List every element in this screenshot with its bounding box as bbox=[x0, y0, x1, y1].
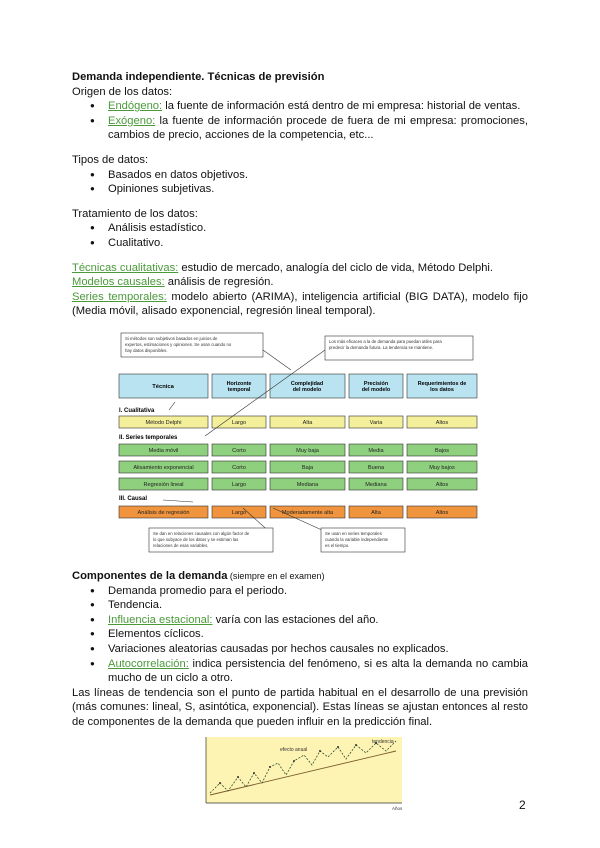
list-item bbox=[72, 627, 528, 642]
tratamiento-label: Tratamiento de los datos: bbox=[72, 207, 198, 220]
components-list bbox=[72, 584, 528, 686]
term-link[interactable]: Técnicas cualitativas: bbox=[72, 261, 179, 274]
list-item bbox=[72, 613, 528, 628]
term-link[interactable]: Modelos causales: bbox=[72, 276, 165, 289]
table-cell-text: Bajos bbox=[435, 448, 449, 455]
item-text: Elementos cíclicos. bbox=[108, 628, 204, 641]
table-cell-text: Largo bbox=[231, 482, 247, 489]
table-cell-text: Análisis de regresión bbox=[137, 510, 190, 517]
note-top-right-text: Los más eficaces a la de demanda para puedan utiles para predecir la demanda futura. La tendencia se mantiene. bbox=[329, 339, 442, 350]
table-cell-text: Método Delphi bbox=[145, 420, 182, 427]
table-cell-text: Mediana bbox=[365, 482, 387, 489]
origen-label: Origen de los datos: bbox=[72, 85, 173, 98]
table-cell-text: Alta bbox=[302, 420, 313, 427]
group-label-causal: III. Causal bbox=[119, 496, 148, 502]
table-cell-text: Largo bbox=[231, 510, 247, 517]
label-anos: Años bbox=[392, 806, 403, 811]
demand-trend-chart bbox=[196, 733, 410, 811]
list-item bbox=[72, 584, 528, 599]
tratamiento-list bbox=[72, 221, 528, 250]
table-cell-text: Corto bbox=[232, 465, 246, 472]
origen-list bbox=[72, 99, 528, 143]
table-row bbox=[119, 478, 477, 490]
tipos-label: Tipos de datos: bbox=[72, 153, 149, 166]
item-text: Tendencia. bbox=[108, 599, 163, 612]
table-row bbox=[119, 506, 477, 518]
group-label-cualitativa: I. Cualitativa bbox=[119, 408, 155, 414]
table-cell-text: Media bbox=[368, 448, 384, 455]
list-item: ● Análisis estadístico. bbox=[72, 221, 528, 236]
header-horizonte: Horizonte temporal bbox=[226, 381, 252, 393]
header-complejidad: Complejidad del modelo bbox=[290, 381, 324, 393]
tipos-list bbox=[72, 168, 528, 197]
table-cell-text: Muy baja bbox=[296, 448, 319, 455]
group-label-series: II. Series temporales bbox=[119, 435, 178, 441]
item-text: Variaciones aleatorias causadas por hechos causales no explicados. bbox=[108, 642, 449, 655]
term-link[interactable]: Endógeno: bbox=[108, 100, 163, 113]
table-cell-text: Altos bbox=[435, 510, 449, 517]
item-text: estudio de mercado, analogía del ciclo de vida, Método Delphi. bbox=[178, 261, 494, 274]
header-requerimientos: Requerimientos de los datos bbox=[417, 381, 467, 393]
table-cell-text: Baja bbox=[301, 465, 314, 472]
label-efecto-anual: efecto anual bbox=[280, 747, 308, 753]
item-text: varía con las estaciones del año. bbox=[212, 613, 379, 626]
table-cell-text: Altos bbox=[435, 420, 449, 427]
list-item bbox=[72, 657, 528, 686]
item-text: Demanda promedio para el periodo. bbox=[108, 584, 288, 597]
term-link[interactable]: Series temporales: bbox=[72, 290, 167, 303]
page-number: 2 bbox=[519, 798, 526, 812]
table-cell-text: Corto bbox=[232, 448, 246, 455]
table-cell-text: Media móvil bbox=[148, 448, 179, 455]
item-text: la fuente de información procede de fuera de mi empresa: promociones, cambios de precio, acciones de la competencia, etc... bbox=[108, 114, 528, 142]
tecnica-line bbox=[72, 275, 528, 290]
list-item: ● Opiniones subjetivas. bbox=[72, 182, 528, 197]
table-cell-text: Regresión lineal bbox=[143, 482, 184, 489]
term-link[interactable]: Autocorrelación: bbox=[108, 657, 189, 670]
table-cell-text: Mediana bbox=[296, 482, 319, 489]
section-title-line bbox=[72, 569, 528, 584]
list-item bbox=[72, 99, 528, 114]
table-cell-text: Varia bbox=[369, 420, 383, 427]
list-item: ● Cualitativo. bbox=[72, 236, 528, 251]
table-header bbox=[119, 374, 477, 398]
table-cell-text: Alta bbox=[371, 510, 381, 517]
table-cell-text: Muy bajos bbox=[429, 465, 455, 472]
tecnica-line bbox=[72, 290, 528, 319]
term-link[interactable]: Exógeno: bbox=[108, 114, 156, 127]
item-text: indica persistencia del fenómeno, si es alta la demanda no cambia mucho de un ciclo a otro. bbox=[108, 657, 528, 685]
item-text: modelo abierto (ARIMA), inteligencia artificial (BIG DATA), modelo fijo (Media móvil, alisado exponencial, regresión lineal temporal). bbox=[72, 290, 528, 318]
table-row bbox=[119, 416, 477, 428]
table-row bbox=[119, 461, 477, 473]
table-row bbox=[119, 444, 477, 456]
note-bottom-left-text: Se dan en relaciones causales con algún factor de lo que subyace de los datos y se estiman las relaciones de esas variables. bbox=[153, 531, 250, 548]
section-forecast-techniques bbox=[72, 70, 528, 319]
table-cell-text: Altos bbox=[435, 482, 449, 489]
item-text: la fuente de información está dentro de mi empresa: historial de ventas. bbox=[162, 100, 521, 113]
list-item bbox=[72, 114, 528, 143]
table-cell-text: Moderadamente alta bbox=[281, 510, 334, 517]
header-precision: Precisión del modelo bbox=[361, 381, 391, 393]
trend-paragraph: Las líneas de tendencia son el punto de partida habitual en el desarrollo de una previsión (más comunes: lineal, S, asintótica, exponencial). Estas líneas se ajustan entonces al resto de componentes de la demanda que pueden influir en la predicción final. bbox=[72, 686, 528, 728]
section-title-note: (siempre en el examen) bbox=[227, 571, 325, 581]
list-item: ● Basados en datos objetivos. bbox=[72, 168, 528, 183]
label-tendencia: tendencia bbox=[372, 739, 394, 745]
note-bottom-right-text: Se usan en series temporales cuando la variable independiente es el tiempo. bbox=[325, 531, 389, 548]
section-title: Componentes de la demanda bbox=[72, 570, 228, 582]
term-link[interactable]: Influencia estacional: bbox=[108, 613, 213, 626]
section-demand-components bbox=[72, 569, 528, 730]
tecnica-line bbox=[72, 261, 528, 276]
header-tecnica: Técnica bbox=[152, 384, 174, 390]
list-item bbox=[72, 598, 528, 613]
table-cell-text: Alisamiento exponencial bbox=[133, 465, 194, 472]
table-cell-text: Largo bbox=[231, 420, 247, 427]
list-item bbox=[72, 642, 528, 657]
table-cell-text: Buena bbox=[367, 465, 385, 472]
forecast-techniques-table-figure bbox=[113, 330, 490, 556]
section-title: Demanda independiente. Técnicas de previsión bbox=[72, 71, 325, 83]
item-text: análisis de regresión. bbox=[164, 276, 274, 289]
note-top-left-text: Si métodos son subjetivos basados en juicios de expertos, estimaciones y opiniones. Se usan cuando no hay datos disponibles. bbox=[125, 336, 232, 353]
